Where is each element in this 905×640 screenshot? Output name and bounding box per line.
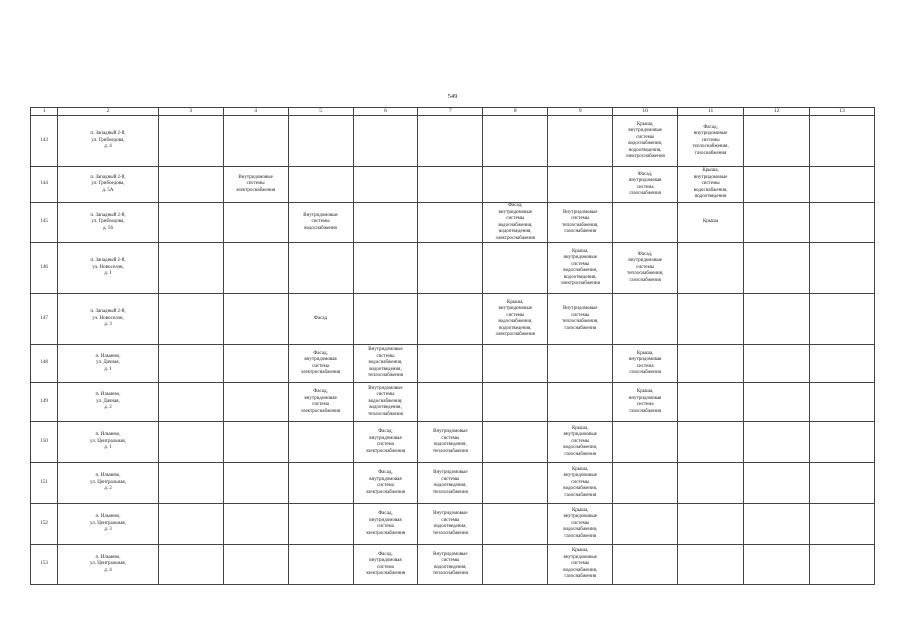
work-cell bbox=[744, 545, 810, 585]
work-cell bbox=[158, 422, 223, 463]
work-cell bbox=[678, 383, 744, 422]
cell-text: Фасад, внутридомовая система электроснабжения bbox=[365, 551, 406, 576]
cell-text: п. Ильмево, ул. Центральная, д. 4 bbox=[89, 554, 126, 573]
work-cell bbox=[678, 422, 744, 463]
cell-text: Крыша, внутридомовые системы водоснабжения, водоотведения, электроснабжения bbox=[495, 299, 535, 337]
work-cell bbox=[810, 116, 875, 167]
work-cell bbox=[158, 243, 223, 294]
work-cell bbox=[353, 545, 418, 585]
cell-text: п. Западный 2-й, ул. Новоселов, д. 1 bbox=[90, 258, 126, 277]
work-cell bbox=[288, 116, 353, 167]
column-header: 10 bbox=[613, 108, 678, 116]
work-cell bbox=[678, 203, 744, 243]
cell-text: п. Ильмево, ул. Дачная, д. 2 bbox=[95, 392, 121, 411]
address-cell bbox=[58, 167, 159, 203]
work-cell bbox=[288, 345, 353, 383]
cell-text: Фасад, внутридомовые системы теплоснабжения, газоснабжения bbox=[627, 251, 664, 283]
table-row bbox=[31, 545, 875, 585]
cell-text: Фасад, внутридомовые системы водоснабжения, водоотведения, электроснабжения bbox=[495, 203, 535, 241]
work-cell bbox=[223, 243, 288, 294]
address-cell bbox=[58, 345, 159, 383]
work-cell bbox=[223, 422, 288, 463]
work-cell bbox=[810, 504, 875, 545]
table-row bbox=[31, 116, 875, 167]
cell-text: Внутридомовые системы водоснабжения bbox=[303, 212, 338, 231]
table-row bbox=[31, 383, 875, 422]
cell-text: Крыша, внутридомовая система газоснабжения bbox=[628, 389, 662, 414]
cell-text: Внутридомовые системы водоотведения, теплоснабжения bbox=[432, 470, 468, 495]
work-cell bbox=[418, 383, 483, 422]
cell-text: Внутридомовые системы электроснабжения bbox=[235, 174, 276, 193]
row-number-cell bbox=[31, 463, 58, 504]
cell-text: 149 bbox=[40, 398, 48, 404]
row-number-cell bbox=[31, 504, 58, 545]
work-cell bbox=[548, 504, 613, 545]
column-header: 12 bbox=[744, 108, 810, 116]
cell-text: Фасад, внутридомовая система электроснабжения bbox=[300, 350, 341, 375]
work-cell bbox=[613, 203, 678, 243]
work-cell bbox=[678, 167, 744, 203]
work-cell bbox=[223, 504, 288, 545]
work-cell bbox=[353, 243, 418, 294]
work-cell bbox=[744, 203, 810, 243]
work-cell bbox=[483, 243, 548, 294]
work-cell bbox=[548, 545, 613, 585]
address-cell bbox=[58, 294, 159, 345]
work-cell bbox=[744, 383, 810, 422]
page-number: 549 bbox=[447, 93, 458, 100]
work-cell bbox=[418, 294, 483, 345]
work-cell bbox=[483, 294, 548, 345]
work-cell bbox=[810, 463, 875, 504]
cell-text: п. Ильмево, ул. Центральная, д. 3 bbox=[89, 514, 126, 533]
table-row bbox=[31, 167, 875, 203]
work-cell bbox=[483, 422, 548, 463]
work-cell bbox=[353, 463, 418, 504]
cell-text: Внутридомовые системы теплоснабжения, газоснабжения bbox=[562, 209, 599, 234]
work-cell bbox=[353, 422, 418, 463]
column-header: 8 bbox=[483, 108, 548, 116]
work-cell bbox=[288, 383, 353, 422]
cell-text: п. Западный 2-й, ул. Новоселов, д. 3 bbox=[90, 309, 126, 328]
work-cell bbox=[613, 545, 678, 585]
cell-text: Крыша, внутридомовые системы водоснабжения, водоотведения, электроснабжения bbox=[560, 248, 600, 286]
work-cell bbox=[613, 167, 678, 203]
cell-text: 153 bbox=[40, 561, 48, 567]
work-cell bbox=[418, 243, 483, 294]
work-cell bbox=[678, 116, 744, 167]
work-cell bbox=[744, 422, 810, 463]
column-header: 11 bbox=[678, 108, 744, 116]
work-cell bbox=[548, 383, 613, 422]
cell-text: Фасад, внутридомовая система электроснабжения bbox=[365, 470, 406, 495]
work-cell bbox=[613, 383, 678, 422]
cell-text: 145 bbox=[40, 219, 48, 225]
work-cell bbox=[158, 345, 223, 383]
cell-text: п. Западный 2-й, ул. Грибоедова, д. 56 bbox=[90, 212, 126, 231]
work-cell bbox=[678, 504, 744, 545]
table-row bbox=[31, 504, 875, 545]
table-row bbox=[31, 294, 875, 345]
work-cell bbox=[810, 383, 875, 422]
work-cell bbox=[223, 203, 288, 243]
work-cell bbox=[288, 167, 353, 203]
work-cell bbox=[418, 167, 483, 203]
address-cell bbox=[58, 383, 159, 422]
work-cell bbox=[158, 545, 223, 585]
work-cell bbox=[158, 294, 223, 345]
work-cell bbox=[288, 203, 353, 243]
work-cell bbox=[744, 243, 810, 294]
work-cell bbox=[744, 116, 810, 167]
column-header: 13 bbox=[810, 108, 875, 116]
work-cell bbox=[158, 463, 223, 504]
cell-text: 152 bbox=[40, 520, 48, 526]
work-cell bbox=[353, 345, 418, 383]
column-header: 7 bbox=[418, 108, 483, 116]
work-cell bbox=[548, 116, 613, 167]
cell-text: Фасад, внутридомовая система электроснабжения bbox=[300, 389, 341, 414]
cell-text: Внутридомовые системы водоотведения, теплоснабжения bbox=[432, 511, 468, 536]
column-header: 3 bbox=[158, 108, 223, 116]
work-cell bbox=[483, 463, 548, 504]
work-cell bbox=[223, 116, 288, 167]
cell-text: п. Ильмево, ул. Центральная, д. 2 bbox=[89, 473, 126, 492]
cell-text: 148 bbox=[40, 360, 48, 366]
row-number-cell bbox=[31, 294, 58, 345]
cell-text: Внутридомовые системы водоотведения, теплоснабжения bbox=[432, 551, 468, 576]
cell-text: Крыша, внутридомовая система газоснабжения bbox=[628, 350, 662, 375]
column-header: 6 bbox=[353, 108, 418, 116]
work-cell bbox=[613, 345, 678, 383]
work-cell bbox=[158, 116, 223, 167]
column-header: 9 bbox=[548, 108, 613, 116]
work-cell bbox=[744, 504, 810, 545]
work-cell bbox=[418, 422, 483, 463]
work-cell bbox=[353, 167, 418, 203]
work-cell bbox=[353, 504, 418, 545]
work-cell bbox=[353, 383, 418, 422]
work-cell bbox=[810, 422, 875, 463]
work-cell bbox=[418, 463, 483, 504]
work-cell bbox=[810, 167, 875, 203]
cell-text: Фасад bbox=[313, 315, 328, 321]
cell-text: Крыша, внутридомовые системы водоснабжения, водоотведения, электроснабжения bbox=[625, 121, 665, 159]
cell-text: 147 bbox=[40, 315, 48, 321]
table-row bbox=[31, 243, 875, 294]
work-cell bbox=[483, 167, 548, 203]
work-cell bbox=[418, 203, 483, 243]
row-number-cell bbox=[31, 116, 58, 167]
row-number-cell bbox=[31, 422, 58, 463]
row-number-cell bbox=[31, 203, 58, 243]
cell-text: Крыша, внутридомовые системы водоснабжения, газоснабжения bbox=[563, 466, 598, 498]
table-row bbox=[31, 463, 875, 504]
work-cell bbox=[744, 167, 810, 203]
work-cell bbox=[483, 116, 548, 167]
cell-text: 151 bbox=[40, 479, 48, 485]
work-cell bbox=[548, 203, 613, 243]
address-cell bbox=[58, 203, 159, 243]
work-cell bbox=[810, 203, 875, 243]
work-cell bbox=[548, 463, 613, 504]
work-cell bbox=[548, 345, 613, 383]
work-cell bbox=[223, 345, 288, 383]
work-cell bbox=[483, 203, 548, 243]
work-cell bbox=[613, 116, 678, 167]
cell-text: п. Ильмево, ул. Центральная, д. 1 bbox=[89, 432, 126, 451]
work-cell bbox=[548, 167, 613, 203]
address-cell bbox=[58, 463, 159, 504]
work-cell bbox=[548, 294, 613, 345]
work-cell bbox=[158, 383, 223, 422]
work-cell bbox=[223, 463, 288, 504]
work-cell bbox=[810, 243, 875, 294]
work-cell bbox=[678, 294, 744, 345]
column-header: 2 bbox=[58, 108, 159, 116]
work-cell bbox=[223, 545, 288, 585]
cell-text: Крыша, внутридомовые системы водоснабжения, водоотведения bbox=[693, 168, 728, 200]
table-row bbox=[31, 345, 875, 383]
work-cell bbox=[744, 463, 810, 504]
work-cell bbox=[158, 504, 223, 545]
cell-text: Крыша, внутридомовые системы водоснабжения, газоснабжения bbox=[563, 507, 598, 539]
cell-text: Фасад, внутридомовая система электроснабжения bbox=[365, 429, 406, 454]
work-cell bbox=[288, 504, 353, 545]
work-cell bbox=[678, 243, 744, 294]
cell-text: Внутридомовые системы теплоснабжения, газоснабжения bbox=[562, 306, 599, 331]
repair-schedule-table bbox=[30, 107, 875, 585]
work-cell bbox=[678, 463, 744, 504]
work-cell bbox=[288, 294, 353, 345]
work-cell bbox=[810, 294, 875, 345]
work-cell bbox=[613, 504, 678, 545]
work-cell bbox=[158, 167, 223, 203]
cell-text: Крыша bbox=[702, 219, 719, 225]
address-cell bbox=[58, 545, 159, 585]
row-number-cell bbox=[31, 243, 58, 294]
cell-text: Внутридомовые системы водоотведения, теплоснабжения bbox=[432, 429, 468, 454]
header-row bbox=[31, 108, 875, 116]
work-cell bbox=[678, 545, 744, 585]
cell-text: Фасад, внутридомовая система электроснабжения bbox=[365, 511, 406, 536]
cell-text: Крыша, внутридомовые системы водоснабжения, газоснабжения bbox=[563, 548, 598, 580]
work-cell bbox=[613, 294, 678, 345]
work-cell bbox=[678, 345, 744, 383]
cell-text: Внутридомовые системы водоснабжения, водоотведения, теплоснабжения bbox=[367, 385, 403, 417]
work-cell bbox=[288, 463, 353, 504]
work-cell bbox=[223, 383, 288, 422]
work-cell bbox=[483, 383, 548, 422]
cell-text: Фасад, внутридомовые системы теплоснабжения, газоснабжения bbox=[692, 124, 729, 156]
work-cell bbox=[548, 243, 613, 294]
work-cell bbox=[418, 345, 483, 383]
column-header: 4 bbox=[223, 108, 288, 116]
cell-text: 146 bbox=[40, 264, 48, 270]
work-cell bbox=[810, 545, 875, 585]
cell-text: 144 bbox=[40, 181, 48, 187]
cell-text: Фасад, внутридомовая система газоснабжения bbox=[628, 171, 662, 196]
cell-text: п. Западный 2-й, ул. Грибоедова, д. 5А bbox=[90, 174, 126, 193]
column-header: 5 bbox=[288, 108, 353, 116]
work-cell bbox=[744, 345, 810, 383]
row-number-cell bbox=[31, 167, 58, 203]
work-cell bbox=[483, 545, 548, 585]
work-cell bbox=[744, 294, 810, 345]
work-cell bbox=[548, 422, 613, 463]
row-number-cell bbox=[31, 545, 58, 585]
work-cell bbox=[353, 203, 418, 243]
cell-text: Внутридомовые системы водоснабжения, водоотведения, теплоснабжения bbox=[367, 347, 403, 379]
work-cell bbox=[613, 463, 678, 504]
work-cell bbox=[288, 545, 353, 585]
table-row bbox=[31, 422, 875, 463]
cell-text: п. Западный 2-й, ул. Грибоедова, д. 4 bbox=[90, 131, 126, 150]
address-cell bbox=[58, 243, 159, 294]
work-cell bbox=[483, 345, 548, 383]
cell-text: 143 bbox=[40, 137, 48, 143]
work-cell bbox=[158, 203, 223, 243]
cell-text: п. Ильмево, ул. Дачная, д. 1 bbox=[95, 353, 121, 372]
work-cell bbox=[483, 504, 548, 545]
work-cell bbox=[418, 116, 483, 167]
work-cell bbox=[613, 422, 678, 463]
work-cell bbox=[353, 116, 418, 167]
work-cell bbox=[288, 243, 353, 294]
row-number-cell bbox=[31, 383, 58, 422]
address-cell bbox=[58, 116, 159, 167]
work-cell bbox=[288, 422, 353, 463]
address-cell bbox=[58, 504, 159, 545]
work-cell bbox=[223, 167, 288, 203]
row-number-cell bbox=[31, 345, 58, 383]
work-cell bbox=[810, 345, 875, 383]
table-row bbox=[31, 203, 875, 243]
address-cell bbox=[58, 422, 159, 463]
work-cell bbox=[418, 504, 483, 545]
work-cell bbox=[613, 243, 678, 294]
cell-text: Крыша, внутридомовые системы водоснабжения, газоснабжения bbox=[563, 425, 598, 457]
cell-text: 150 bbox=[40, 438, 48, 444]
work-cell bbox=[353, 294, 418, 345]
work-cell bbox=[223, 294, 288, 345]
work-cell bbox=[418, 545, 483, 585]
column-header: 1 bbox=[31, 108, 58, 116]
